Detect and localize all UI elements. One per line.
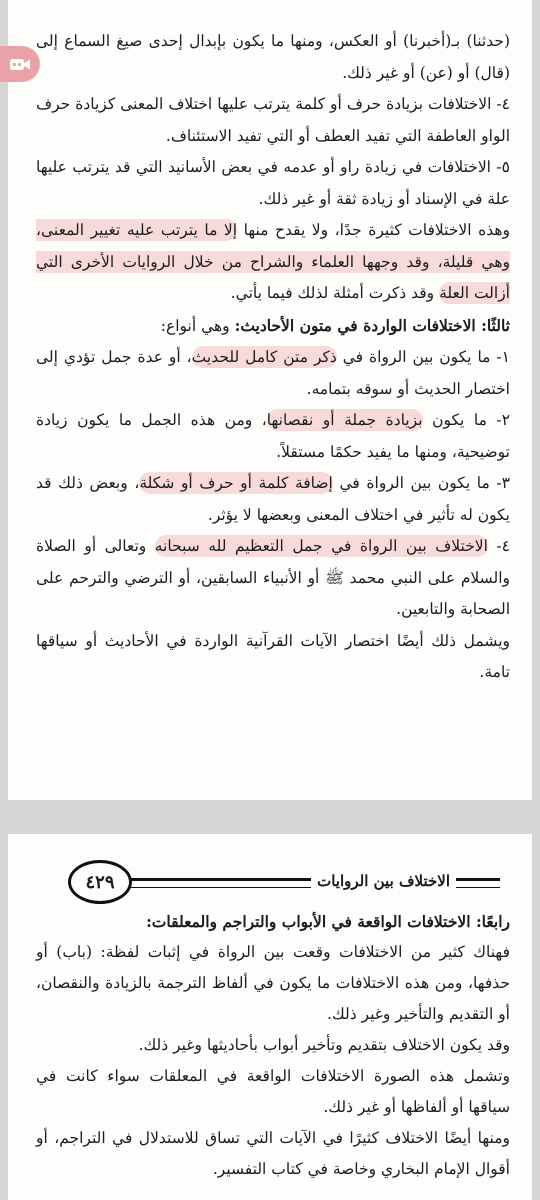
highlight: إضافة كلمة أو حرف أو شكلة xyxy=(139,474,333,492)
section-heading xyxy=(36,310,510,343)
text-span: ، ومن هذه الجمل ما يكون زيادة توضيحية، ومنها ما يفيد حكمًا مستقلاً. xyxy=(36,411,510,461)
text-span: وقد ذكرت أمثلة لذلك فيما يأتي. xyxy=(230,284,440,302)
list-item-4b xyxy=(36,531,510,626)
paragraph: ومنها أيضًا الاختلاف كثيرًا في الآيات التي تساق للاستدلال في التراجم، أو أقوال الإمام البخاري وخاصة في كتاب التفسير. xyxy=(36,1129,510,1178)
text-span: ٣- ما يكون بين الرواة في xyxy=(332,474,510,492)
video-record-button[interactable] xyxy=(0,46,40,82)
page-text xyxy=(36,906,510,1185)
text-span: ٢- ما يكون xyxy=(422,411,511,429)
paragraph: وقد يكون الاختلاف بتقديم وتأخير أبواب بأحاديثها وغير ذلك. xyxy=(138,1036,510,1054)
page-text xyxy=(36,26,510,689)
running-header xyxy=(68,870,500,896)
text-span: ٤- xyxy=(487,537,510,555)
highlight: ذكر متن كامل للحديث xyxy=(191,348,337,366)
text-span: وهذه الاختلافات كثيرة جدًا، ولا يقدح منها xyxy=(237,221,510,239)
section-heading: رابعًا: الاختلافات الواقعة في الأبواب والتراجم والمعلقات: xyxy=(146,912,510,931)
page-number: ٤٢٩ xyxy=(68,860,132,904)
text-span: وهي أنواع: xyxy=(160,316,235,335)
paragraph: (حدثنا) بـ(أخبرنا) أو العكس، ومنها ما يكون بإبدال إحدى صيغ السماع إلى (قال) أو (عن) أو غير ذلك. xyxy=(36,32,510,82)
text-span: ١- ما يكون بين الرواة في xyxy=(336,348,510,366)
book-page-top xyxy=(8,0,532,800)
text-span: ، وبعض ذلك قد يكون له تأثير في اختلاف المعنى وبعضها لا يؤثر. xyxy=(36,474,510,524)
heading-text: ثالثًا: الاختلافات الواردة في متون الأحاديث: xyxy=(234,315,510,335)
video-camera-icon xyxy=(9,56,31,72)
list-item-4: ٤- الاختلافات بزيادة حرف أو كلمة يترتب عليها اختلاف المعنى كزيادة حرف الواو العاطفة التي تفيد العطف أو التي تفيد الاستئناف. xyxy=(36,95,510,145)
closing-paragraph: ويشمل ذلك أيضًا اختصار الآيات القرآنية الواردة في الأحاديث أو سياقها تامة. xyxy=(36,631,510,681)
highlight: بزيادة جملة أو نقصانها xyxy=(266,411,423,429)
text-span: ، أو عدة جمل تؤدي إلى اختصار الحديث أو سوقه بتمامه. xyxy=(36,348,510,398)
list-item-5: ٥- الاختلافات في زيادة راو أو عدمه في بعض الأسانيد التي قد يترتب عليها علة في الإسناد أو زيادة ثقة أو غير ذلك. xyxy=(36,158,510,208)
list-item-2 xyxy=(36,405,510,468)
paragraph-highlighted xyxy=(36,215,510,310)
header-title: الاختلاف بين الروايات xyxy=(311,872,456,890)
list-item-1 xyxy=(36,342,510,405)
paragraph: وتشمل هذه الصورة الاختلافات الواقعة في المعلقات سواء كانت في سياقها أو ألفاظها أو غير ذلك. xyxy=(36,1067,510,1116)
text-span: وتعالى أو الصلاة والسلام على النبي محمد ﷺ أو الأنبياء السابقين، أو الترضي والترحم على الصحابة والتابعين. xyxy=(36,537,510,618)
book-page-bottom xyxy=(8,834,532,1200)
paragraph: فهناك كثير من الاختلافات وقعت بين الرواة في إثبات لفظة: (باب) أو حذفها، ومن هذه الاختلافات ما يكون في ألفاظ الترجمة بالزيادة والنقصان، أو التقديم والتأخير وغير ذلك. xyxy=(36,943,510,1023)
list-item-3 xyxy=(36,468,510,531)
highlight: الاختلاف بين الرواة في جمل التعظيم لله سبحانه xyxy=(154,537,488,555)
highlight: إلا ما يترتب عليه تغيير المعنى، وهي قليلة، وقد وجهها العلماء والشراح من خلال الروايات الأخرى التي أزالت العلة xyxy=(36,221,510,302)
